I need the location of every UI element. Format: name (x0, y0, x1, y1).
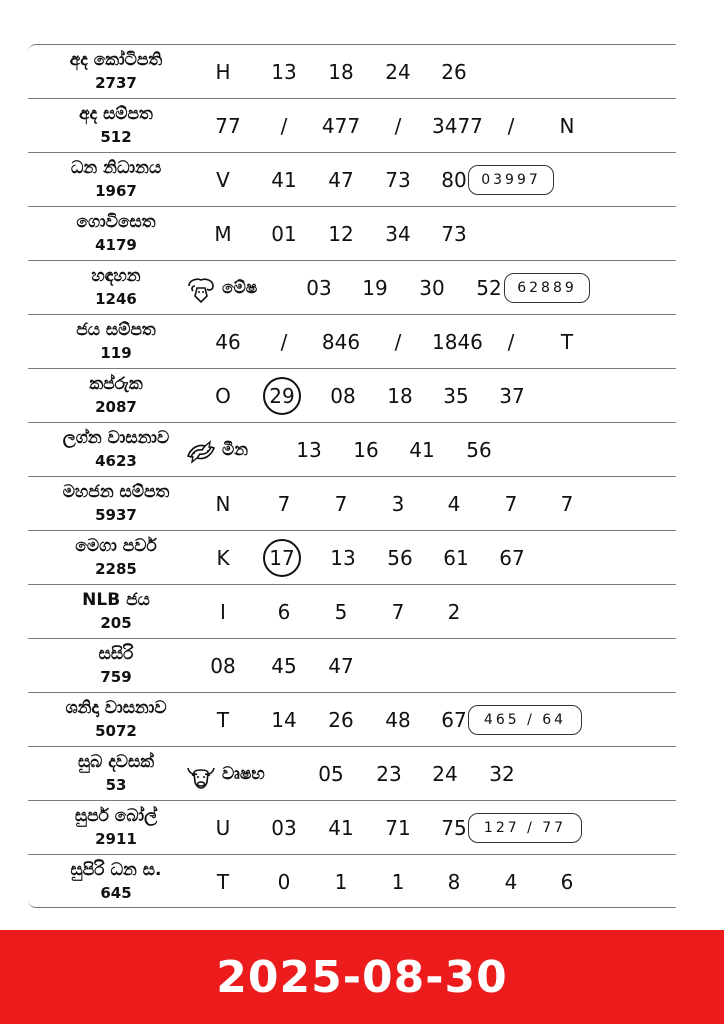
lottery-name: ලග්න වාසනාව (62, 428, 170, 448)
result-row (28, 800, 676, 854)
lottery-name: ජය සම්පත (76, 320, 156, 340)
winning-value: 4 (504, 870, 518, 894)
winning-value: 7 (334, 492, 348, 516)
draw-number: 2737 (95, 74, 137, 92)
result-row (28, 530, 676, 584)
lottery-name: මෙගා පවර් (75, 536, 157, 556)
winning-value: 37 (499, 384, 525, 408)
zodiac-sign: වෘෂභ (222, 764, 265, 784)
winning-value: 19 (362, 276, 388, 300)
bonus-number-circled: 17 (263, 539, 301, 577)
winning-value: 08 (210, 654, 236, 678)
winning-value: 12 (328, 222, 354, 246)
lottery-name: ධන නිධානය (70, 158, 162, 178)
lottery-name: NLB ජය (82, 590, 150, 610)
result-row (28, 260, 676, 314)
winning-value: 05 (318, 762, 344, 786)
draw-number: 53 (105, 776, 127, 794)
draw-number: 2911 (95, 830, 137, 848)
draw-number: 5937 (95, 506, 137, 524)
lottery-name: හඳහන (91, 266, 141, 286)
bonus-number-circled: 29 (263, 377, 301, 415)
result-row (28, 476, 676, 530)
winning-value: 75 (441, 816, 467, 840)
winning-value: T (216, 870, 230, 894)
winning-value: 3 (391, 492, 405, 516)
lottery-name: සසිරි (98, 644, 134, 664)
winning-value: 7 (277, 492, 291, 516)
separator: / (280, 330, 288, 354)
special-number-badge: 62889 (504, 273, 590, 303)
draw-date: 2025-08-30 (216, 952, 508, 1003)
winning-value: 16 (353, 438, 379, 462)
winning-value: T (560, 330, 574, 354)
winning-value: 24 (385, 60, 411, 84)
winning-value: 1846 (432, 330, 483, 354)
winning-value: 13 (271, 60, 297, 84)
winning-value: 48 (385, 708, 411, 732)
winning-value: 01 (271, 222, 297, 246)
winning-value: 1 (334, 870, 348, 894)
winning-value: 0 (277, 870, 291, 894)
winning-value: 41 (271, 168, 297, 192)
draw-number: 2285 (95, 560, 137, 578)
lottery-name: කප්රුක (89, 374, 143, 394)
winning-value: 34 (385, 222, 411, 246)
winning-value: 1 (391, 870, 405, 894)
winning-value: 7 (560, 492, 574, 516)
winning-value: 73 (441, 222, 467, 246)
winning-value: 45 (271, 654, 297, 678)
lottery-name: සුබ දවසක් (77, 752, 155, 772)
result-row (28, 638, 676, 692)
draw-number: 645 (100, 884, 132, 902)
result-row (28, 854, 676, 908)
separator: / (394, 330, 402, 354)
special-number-badge: 465 / 64 (468, 705, 582, 735)
winning-value: 41 (328, 816, 354, 840)
draw-number: 119 (100, 344, 132, 362)
separator: / (394, 114, 402, 138)
lottery-name: මහජන සම්පත (62, 482, 170, 502)
winning-value: H (215, 60, 231, 84)
result-row (28, 152, 676, 206)
winning-value: 30 (419, 276, 445, 300)
result-row (28, 692, 676, 746)
winning-value: 18 (328, 60, 354, 84)
result-row (28, 98, 676, 152)
winning-value: 18 (387, 384, 413, 408)
winning-value: 2 (447, 600, 461, 624)
draw-number: 1246 (95, 290, 137, 308)
winning-value: 24 (432, 762, 458, 786)
date-footer (0, 930, 724, 1024)
result-row (28, 746, 676, 800)
winning-value: 3477 (432, 114, 483, 138)
winning-value: 7 (391, 600, 405, 624)
separator: / (507, 330, 515, 354)
winning-value: 03 (306, 276, 332, 300)
winning-value: 14 (271, 708, 297, 732)
winning-value: 5 (334, 600, 348, 624)
winning-value: 67 (441, 708, 467, 732)
draw-number: 5072 (95, 722, 137, 740)
result-row (28, 44, 676, 98)
winning-value: 67 (499, 546, 525, 570)
lottery-name: අද සම්පත (79, 104, 153, 124)
winning-value: 32 (489, 762, 515, 786)
winning-value: I (220, 600, 226, 624)
draw-number: 512 (100, 128, 132, 146)
winning-value: 56 (387, 546, 413, 570)
lottery-name: සුපර් බෝල් (74, 806, 158, 826)
winning-value: 6 (277, 600, 291, 624)
separator: / (280, 114, 288, 138)
winning-value: 41 (409, 438, 435, 462)
draw-number: 2087 (95, 398, 137, 416)
winning-value: 46 (215, 330, 241, 354)
ram-icon (185, 274, 217, 306)
lottery-name: ගොවිසෙත (76, 212, 156, 232)
winning-value: K (216, 546, 230, 570)
winning-value: 13 (330, 546, 356, 570)
zodiac-sign: මේෂ (222, 278, 258, 298)
result-row (28, 314, 676, 368)
draw-number: 205 (100, 614, 132, 632)
winning-value: 26 (441, 60, 467, 84)
winning-value: 80 (441, 168, 467, 192)
winning-value: 61 (443, 546, 469, 570)
winning-value: 73 (385, 168, 411, 192)
result-row (28, 368, 676, 422)
winning-value: 4 (447, 492, 461, 516)
winning-value: U (215, 816, 231, 840)
draw-number: 4179 (95, 236, 137, 254)
result-row (28, 584, 676, 638)
winning-value: O (215, 384, 231, 408)
winning-value: 47 (328, 654, 354, 678)
zodiac-sign: මීන (222, 440, 249, 460)
results-table (28, 44, 676, 908)
separator: / (507, 114, 515, 138)
draw-number: 1967 (95, 182, 137, 200)
winning-value: 35 (443, 384, 469, 408)
winning-value: 13 (296, 438, 322, 462)
draw-number: 4623 (95, 452, 137, 470)
winning-value: 6 (560, 870, 574, 894)
winning-value: 08 (330, 384, 356, 408)
winning-value: 7 (504, 492, 518, 516)
result-row (28, 422, 676, 476)
winning-value: V (216, 168, 230, 192)
special-number-badge: 127 / 77 (468, 813, 582, 843)
lottery-name: ශනිදා වාසනාව (65, 698, 167, 718)
winning-value: 8 (447, 870, 461, 894)
winning-value: 477 (321, 114, 361, 138)
winning-value: 23 (376, 762, 402, 786)
winning-value: T (216, 708, 230, 732)
winning-value: 846 (321, 330, 361, 354)
winning-value: 56 (466, 438, 492, 462)
draw-number: 759 (100, 668, 132, 686)
lottery-name: අද කෝටිපති (69, 50, 163, 70)
winning-value: 77 (215, 114, 241, 138)
winning-value: M (214, 222, 232, 246)
bull-icon (185, 760, 217, 792)
fish-icon (185, 436, 217, 468)
winning-value: 47 (328, 168, 354, 192)
winning-value: N (215, 492, 231, 516)
lottery-name: සුපිරි ධන ස. (70, 860, 162, 880)
winning-value: 71 (385, 816, 411, 840)
special-number-badge: 03997 (468, 165, 554, 195)
winning-value: N (559, 114, 575, 138)
result-row (28, 206, 676, 260)
winning-value: 26 (328, 708, 354, 732)
winning-value: 52 (476, 276, 502, 300)
winning-value: 03 (271, 816, 297, 840)
